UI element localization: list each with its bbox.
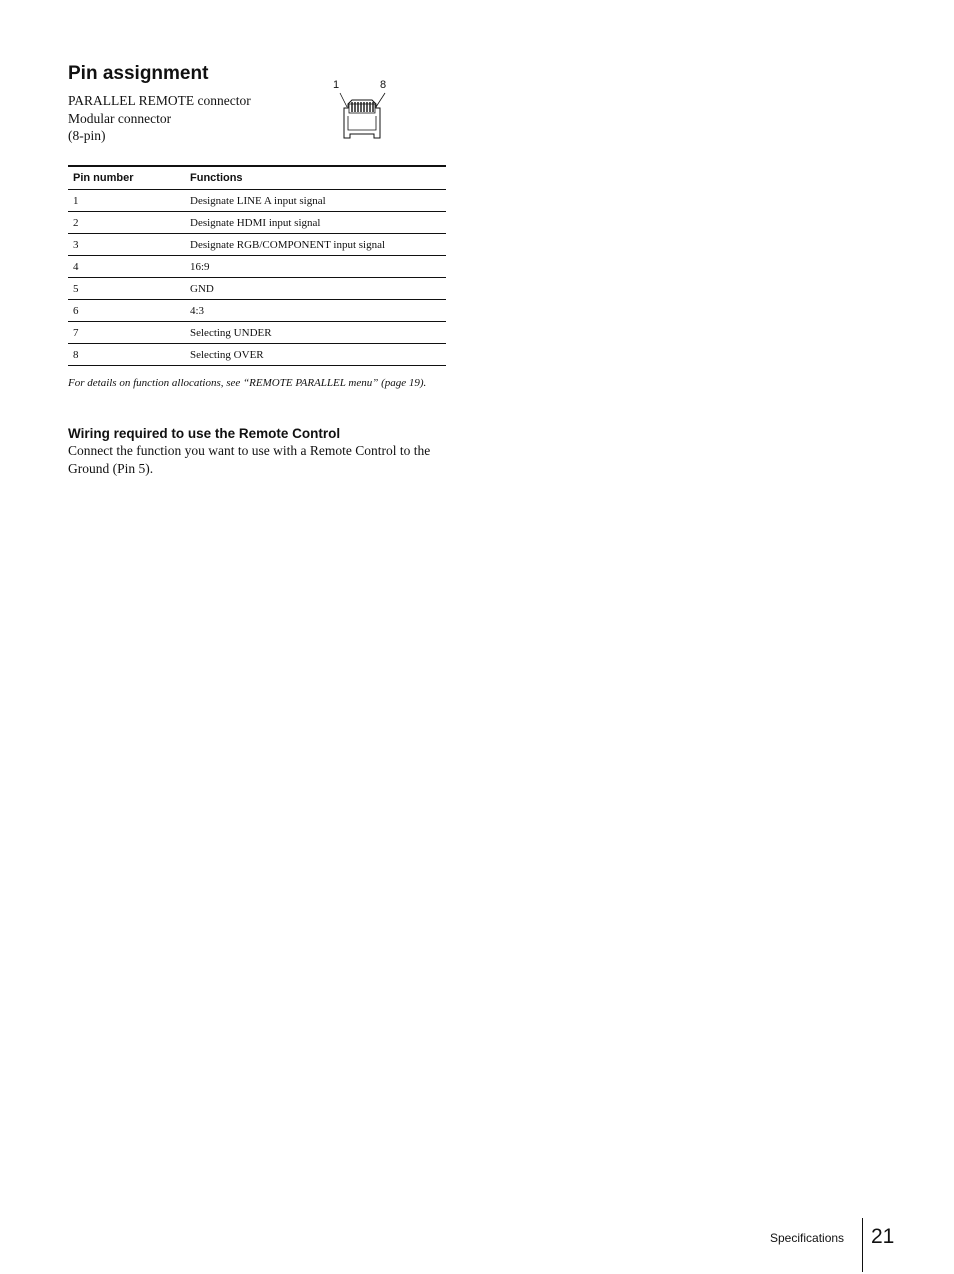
- pin-number-header: Pin number: [68, 166, 185, 190]
- connector-name: PARALLEL REMOTE connector: [68, 93, 251, 108]
- connector-pin-count: (8-pin): [68, 128, 106, 143]
- wiring-heading: Wiring required to use the Remote Control: [68, 426, 341, 441]
- section-title: Pin assignment: [68, 63, 209, 84]
- footer-section-name: Specifications: [770, 1231, 845, 1245]
- function-cell: Designate HDMI input signal: [185, 212, 446, 234]
- pin-number-cell: 2: [68, 212, 185, 234]
- function-cell: 4:3: [185, 300, 446, 322]
- table-row: [68, 212, 446, 234]
- pin-assignment-table: [68, 165, 446, 366]
- pin-number-cell: 5: [68, 278, 185, 300]
- connector-description: [68, 92, 308, 145]
- pin-number-cell: 3: [68, 234, 185, 256]
- function-allocation-note: For details on function allocations, see “REMOTE PARALLEL menu” (page 19).: [68, 377, 427, 389]
- function-cell: Selecting OVER: [185, 344, 446, 366]
- wiring-text: Connect the function you want to use with a Remote Control to the Ground (Pin 5).: [68, 443, 431, 476]
- table-row: [68, 190, 446, 212]
- pin-1-label: 1: [333, 79, 340, 91]
- function-cell: GND: [185, 278, 446, 300]
- table-row: [68, 300, 446, 322]
- modular-connector-diagram: [330, 78, 394, 148]
- pin-number-cell: 4: [68, 256, 185, 278]
- functions-header: Functions: [185, 166, 446, 190]
- connector-type: Modular connector: [68, 110, 172, 126]
- table-row: [68, 322, 446, 344]
- function-cell: Designate RGB/COMPONENT input signal: [185, 234, 446, 256]
- pin-number-cell: 6: [68, 300, 185, 322]
- function-cell: Designate LINE A input signal: [185, 190, 446, 212]
- footer-divider: [862, 1218, 863, 1272]
- function-cell: 16:9: [185, 256, 446, 278]
- pin-8-label: 8: [380, 79, 387, 91]
- page-number: 21: [871, 1225, 895, 1248]
- table-header-row: [68, 166, 446, 190]
- function-cell: Selecting UNDER: [185, 322, 446, 344]
- table-row: [68, 234, 446, 256]
- pin-number-cell: 8: [68, 344, 185, 366]
- pin-number-cell: 7: [68, 322, 185, 344]
- table-row: [68, 344, 446, 366]
- connector-outline-icon: [330, 78, 394, 148]
- table-row: [68, 278, 446, 300]
- pin-number-cell: 1: [68, 190, 185, 212]
- table-row: [68, 256, 446, 278]
